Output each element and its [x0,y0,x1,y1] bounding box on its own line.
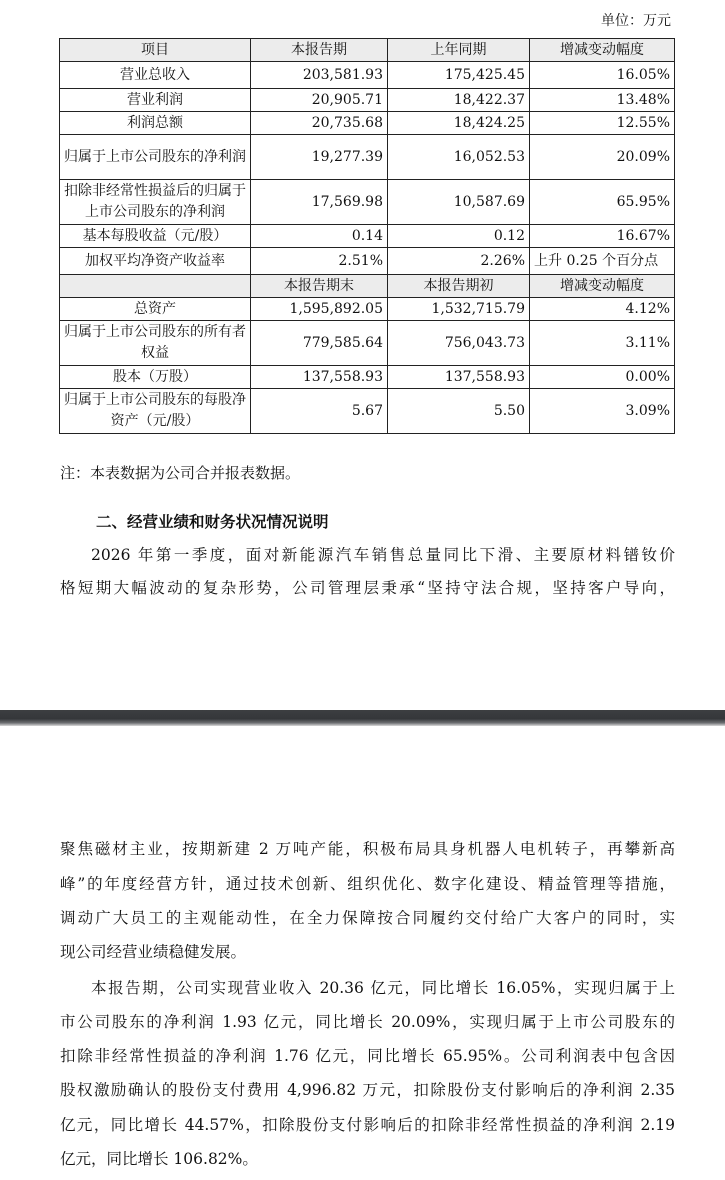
paragraph-line: 亿元，同比增长 106.82%。 [60,1150,258,1168]
cell-value: 12.55% [530,112,675,135]
cell-value: 13.48% [530,89,675,112]
row-label: 营业总收入 [60,62,251,89]
cell-value: 1,595,892.05 [251,298,388,321]
cell-value: 17,569.98 [251,180,388,225]
header-cell: 增减变动幅度 [530,275,675,298]
header-cell: 本报告期末 [251,275,388,298]
row-label: 利润总额 [60,112,251,135]
paragraph-line: 市公司股东的净利润 1.93 亿元，同比增长 20.09%，实现归属于上市公司股东的 [60,1013,675,1031]
row-label: 扣除非经常性损益后的归属于上市公司股东的净利润 [60,180,251,225]
cell-value: 0.00% [530,366,675,389]
table-row [60,389,675,434]
paragraph-line: 聚焦磁材主业，按期新建 2 万吨产能，积极布局具身机器人电机转子，再攀新高 [60,840,675,858]
cell-value: 0.14 [251,225,388,248]
row-label: 归属于上市公司股东的净利润 [60,135,251,180]
row-label: 营业利润 [60,89,251,112]
paragraph-line: 本报告期，公司实现营业收入 20.36 亿元，同比增长 16.05%，实现归属于上 [91,979,675,997]
table-note: 注：本表数据为公司合并报表数据。 [60,464,301,482]
cell-value: 137,558.93 [251,366,388,389]
table-row [60,62,675,89]
cell-value: 65.95% [530,180,675,225]
row-label: 归属于上市公司股东的每股净资产（元/股） [60,389,251,434]
section-heading: 二、经营业绩和财务状况情况说明 [96,512,329,531]
cell-value: 779,585.64 [251,321,388,366]
header-cell: 本报告期初 [388,275,530,298]
unit-label: 单位：万元 [601,13,671,29]
cell-value: 20,905.71 [251,89,388,112]
cell-value: 上升 0.25 个百分点 [530,248,675,275]
table-row [60,321,675,366]
cell-value: 756,043.73 [388,321,530,366]
cell-value: 5.67 [251,389,388,434]
table-row [60,225,675,248]
paragraph-line: 亿元，同比增长 44.57%，扣除股份支付影响后的扣除非经常性损益的净利润 2.19 [60,1116,675,1134]
header-cell: 增减变动幅度 [530,39,675,62]
cell-value: 19,277.39 [251,135,388,180]
table-header-row [60,275,675,298]
paragraph-line: 扣除非经常性损益的净利润 1.76 亿元，同比增长 65.95%。公司利润表中包含因 [60,1047,675,1065]
cell-value: 16,052.53 [388,135,530,180]
table-row [60,89,675,112]
cell-value: 137,558.93 [388,366,530,389]
table-row [60,298,675,321]
table-header-row [60,39,675,62]
cell-value: 16.67% [530,225,675,248]
cell-value: 4.12% [530,298,675,321]
table-row [60,135,675,180]
cell-value: 10,587.69 [388,180,530,225]
row-label: 归属于上市公司股东的所有者权益 [60,321,251,366]
cell-value: 3.11% [530,321,675,366]
page-separator [0,710,725,726]
cell-value: 5.50 [388,389,530,434]
financial-table [59,38,675,434]
paragraph-line: 现公司经营业绩稳健发展。 [60,943,247,961]
paragraph-line: 股权激励确认的股份支付费用 4,996.82 万元，扣除股份支付影响后的净利润 2.35 [60,1081,675,1099]
header-cell: 本报告期 [251,39,388,62]
header-cell: 上年同期 [388,39,530,62]
cell-value: 2.51% [251,248,388,275]
paragraph-line: 调动广大员工的主观能动性，在全力保障按合同履约交付给广大客户的同时，实 [60,909,675,927]
document-page-bottom [0,726,725,1180]
table-row [60,112,675,135]
table-row [60,366,675,389]
cell-value: 175,425.45 [388,62,530,89]
cell-value: 18,422.37 [388,89,530,112]
cell-value: 20,735.68 [251,112,388,135]
paragraph-line: 2026 年第一季度，面对新能源汽车销售总量同比下滑、主要原材料镨钕价 [91,546,675,564]
row-label: 加权平均净资产收益率 [60,248,251,275]
cell-value: 1,532,715.79 [388,298,530,321]
cell-value: 3.09% [530,389,675,434]
header-cell-empty [60,275,251,298]
row-label: 基本每股收益（元/股） [60,225,251,248]
cell-value: 18,424.25 [388,112,530,135]
cell-value: 2.26% [388,248,530,275]
row-label: 股本（万股） [60,366,251,389]
cell-value: 16.05% [530,62,675,89]
table-row [60,248,675,275]
cell-value: 20.09% [530,135,675,180]
cell-value: 203,581.93 [251,62,388,89]
cell-value: 0.12 [388,225,530,248]
table-row [60,180,675,225]
header-cell: 项目 [60,39,251,62]
paragraph-line: 格短期大幅波动的复杂形势，公司管理层秉承“坚持守法合规，坚持客户导向， [60,579,675,597]
row-label: 总资产 [60,298,251,321]
paragraph-line: 峰”的年度经营方针，通过技术创新、组织优化、数字化建设、精益管理等措施， [60,875,675,893]
